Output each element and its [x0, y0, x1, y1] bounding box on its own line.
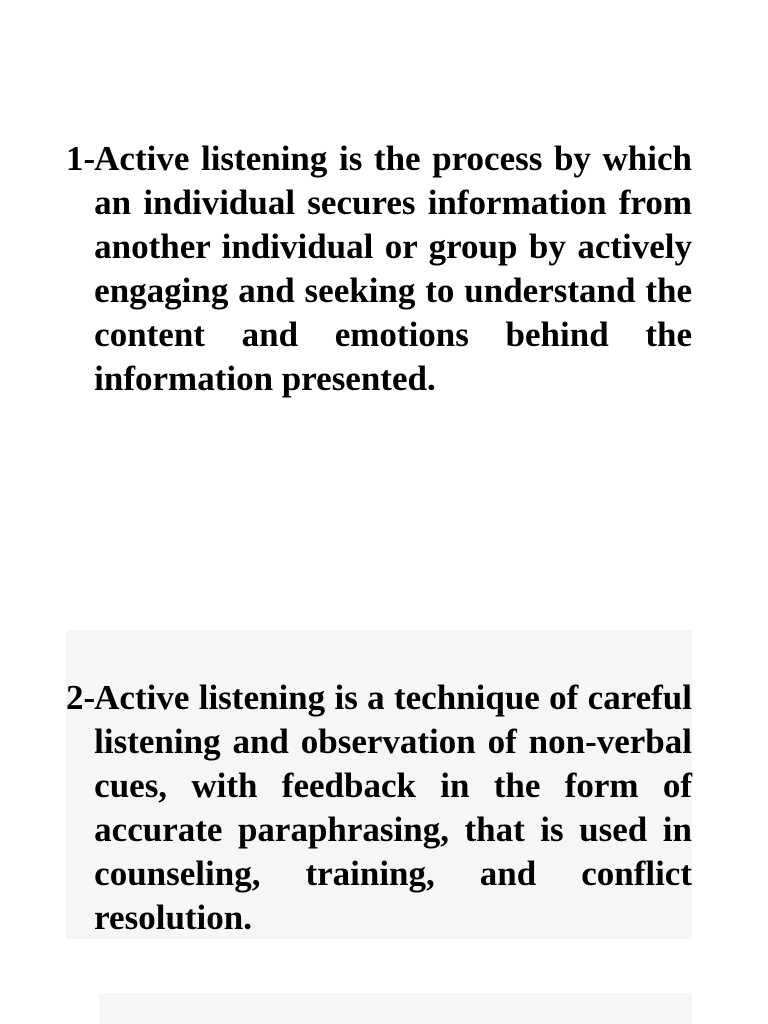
- definition-item-2: [66, 676, 692, 940]
- definition-text: Active listening is the process by which an individual secures information from another individual or group by actively engaging and seeking to understand the content and emotions behind the information presented.: [94, 139, 692, 398]
- definition-number: 1-: [66, 139, 96, 178]
- definition-number: 2-: [66, 678, 96, 717]
- shaded-block-next: [99, 993, 692, 1024]
- definition-text: Active listening is a technique of careful listening and observation of non-verbal cues, with feedback in the form of accurate paraphrasing, that is used in counseling, training, and conflict resolution.: [94, 678, 692, 937]
- definition-item-1: [66, 137, 692, 401]
